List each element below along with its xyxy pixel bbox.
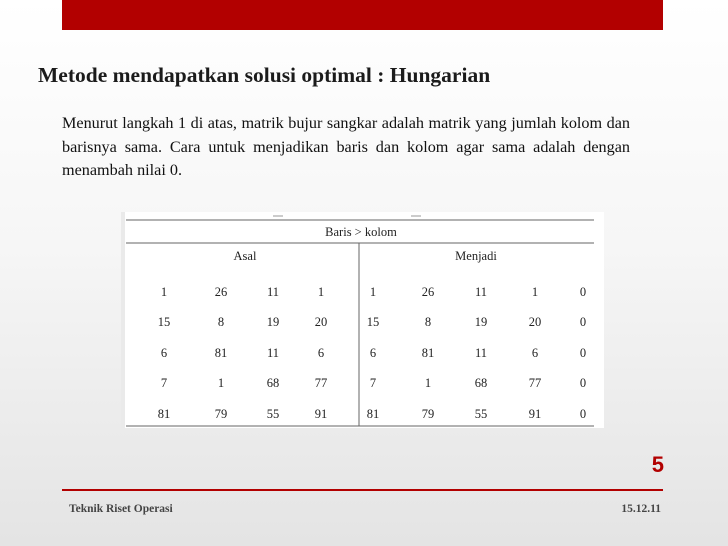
menjadi-cell: 55	[474, 407, 488, 421]
asal-cell: 81	[214, 346, 228, 360]
asal-cell: 6	[317, 346, 325, 360]
asal-cell: 81	[157, 407, 171, 421]
top-accent-bar	[62, 0, 663, 30]
menjadi-cell: 1	[424, 376, 432, 390]
slide-body-text: Menurut langkah 1 di atas, matrik bujur sangkar adalah matrik yang jumlah kolom dan barisnya sama. Cara untuk menjadikan baris dan kolom agar sama adalah dengan menambah nilai 0.	[62, 114, 630, 179]
asal-cell: 68	[266, 376, 280, 390]
menjadi-cell: 1	[531, 285, 539, 299]
asal-cell: 11	[266, 346, 280, 360]
asal-cell: 1	[160, 285, 168, 299]
asal-cell: 19	[266, 315, 280, 329]
menjadi-cell: 0	[579, 315, 587, 329]
menjadi-cell: 68	[474, 376, 488, 390]
footer-rule	[62, 489, 663, 491]
asal-cell: 55	[266, 407, 280, 421]
menjadi-cell: 8	[424, 315, 432, 329]
menjadi-cell: 7	[369, 376, 377, 390]
menjadi-cell: 20	[528, 315, 542, 329]
asal-cell: 11	[266, 285, 280, 299]
menjadi-cell: 81	[366, 407, 380, 421]
table-header-asal: Asal	[233, 249, 257, 263]
menjadi-cell: 1	[369, 285, 377, 299]
asal-cell: 6	[160, 346, 168, 360]
table-header-menjadi: Menjadi	[455, 249, 497, 263]
asal-cell: 77	[314, 376, 328, 390]
menjadi-cell: 6	[531, 346, 539, 360]
asal-cell: 1	[217, 376, 225, 390]
menjadi-cell: 26	[421, 285, 435, 299]
menjadi-cell: 77	[528, 376, 542, 390]
footer-course-name: Teknik Riset Operasi	[69, 503, 173, 515]
matrix-table-image	[121, 212, 604, 428]
menjadi-cell: 11	[474, 285, 488, 299]
matrix-table	[121, 212, 604, 428]
asal-cell: 8	[217, 315, 225, 329]
menjadi-cell: 0	[579, 285, 587, 299]
asal-cell: 26	[214, 285, 228, 299]
menjadi-cell: 6	[369, 346, 377, 360]
menjadi-cell: 0	[579, 376, 587, 390]
menjadi-cell: 0	[579, 346, 587, 360]
asal-cell: 1	[317, 285, 325, 299]
slide-number: 5	[651, 452, 664, 477]
asal-cell: 15	[157, 315, 171, 329]
asal-cell: 20	[314, 315, 328, 329]
asal-cell: 7	[160, 376, 168, 390]
table-cells	[158, 285, 586, 421]
menjadi-cell: 0	[579, 407, 587, 421]
footer-date: 15.12.11	[621, 503, 661, 515]
menjadi-cell: 81	[421, 346, 435, 360]
asal-cell: 79	[214, 407, 228, 421]
table-caption: Baris > kolom	[325, 225, 397, 239]
slide-title: Metode mendapatkan solusi optimal : Hungarian	[38, 63, 491, 87]
menjadi-cell: 19	[474, 315, 488, 329]
menjadi-cell: 91	[528, 407, 542, 421]
menjadi-cell: 79	[421, 407, 435, 421]
asal-cell: 91	[314, 407, 328, 421]
menjadi-cell: 15	[366, 315, 380, 329]
menjadi-cell: 11	[474, 346, 488, 360]
